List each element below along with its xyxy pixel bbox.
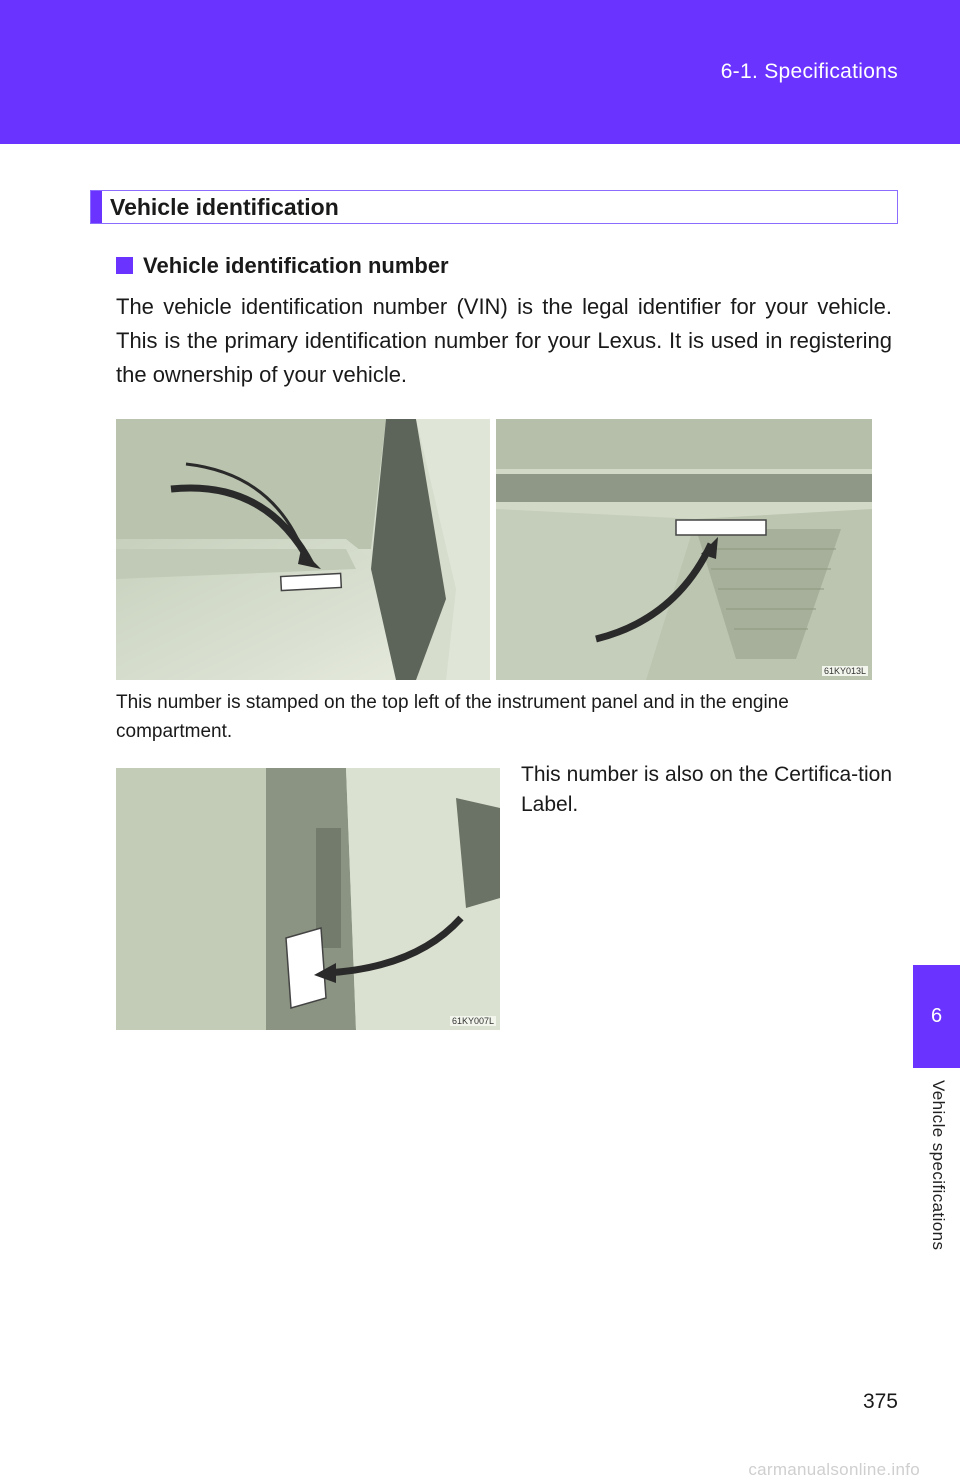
figure-caption: This number is stamped on the top left of the instrument panel and in the engine compartment. (116, 692, 789, 742)
subsection-heading (116, 253, 449, 279)
figure-door-label (116, 768, 500, 1030)
section-accent (91, 191, 102, 223)
door-jamb-illustration (116, 768, 500, 1030)
certification-note: This number is also on the Certifica-tion Label. (521, 763, 892, 816)
chapter-tab-label: Vehicle specifications (929, 1080, 948, 1251)
engine-illustration (496, 419, 872, 680)
figure-engine-vin (496, 419, 872, 680)
bullet-square-icon (116, 257, 133, 274)
chapter-tab[interactable]: 6 (913, 965, 960, 1068)
section-heading-bar (90, 190, 898, 224)
chapter-header: 6-1. Specifications (720, 60, 898, 83)
figure-dashboard-vin (116, 419, 490, 680)
figure-code-door: 61KY007L (451, 1016, 494, 1026)
figure-code-top: 61KY013L (823, 666, 866, 676)
section-title: Vehicle identification (110, 194, 339, 220)
body-paragraph: The vehicle identification number (VIN) is the legal identifier for your vehicle. This is the primary identification number for your Lexus. It is used in registering the ownership of your vehicle. (116, 294, 892, 387)
page-number: 375 (862, 1390, 898, 1413)
subsection-title: Vehicle identification number (143, 253, 449, 278)
watermark: carmanualsonline.info (748, 1460, 920, 1479)
dashboard-illustration (116, 419, 490, 680)
